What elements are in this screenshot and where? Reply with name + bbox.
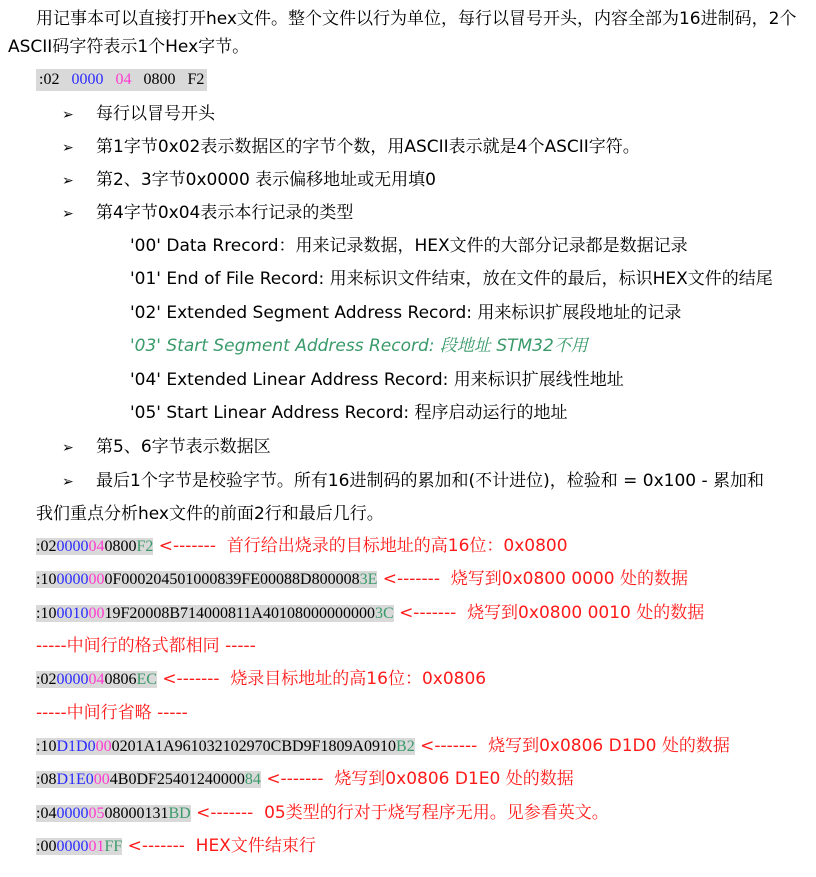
- record-type-01: '01' End of File Record: 用来标识文件结束，放在文件的最后，标识HEX文件的结尾: [130, 269, 773, 289]
- example-data: 0800: [143, 71, 176, 88]
- bullet-arrow-icon: ➢: [62, 173, 74, 189]
- bullet-arrow-icon: ➢: [62, 140, 74, 156]
- hex-record: :020000040800F2: [36, 538, 154, 555]
- hex-record: :10D1D0000201A1A961032102970CBD9F1809A0910B2: [36, 738, 415, 755]
- intro-line-2: ASCII码字符表示1个Hex字节。: [8, 37, 250, 57]
- bullet-arrow-icon: ➢: [62, 206, 74, 222]
- example-record: [36, 69, 207, 91]
- record-type-05: '05' Start Linear Address Record: 程序启动运行的地址: [130, 403, 568, 423]
- bullet-item: ➢ 最后1个字节是校验字节。所有16进制码的累加和(不计进位)，检验和 = 0x100 - 累加和: [62, 471, 765, 491]
- bullet-arrow-icon: ➢: [62, 440, 74, 456]
- record-type-04: '04' Extended Linear Address Record: 用来标识扩展线性地址: [130, 370, 624, 390]
- hex-record: :100000000F000204501000839FE00088D8000083E: [36, 571, 378, 588]
- bullet-item: ➢ 每行以冒号开头: [62, 104, 215, 124]
- example-colon-count: :02: [39, 71, 60, 88]
- example-checksum: F2: [187, 71, 205, 88]
- example-type: 04: [115, 71, 132, 88]
- hex-line: [36, 735, 730, 758]
- record-type-00: '00' Data Rrecord：用来记录数据，HEX文件的大部分记录都是数据记录: [130, 236, 688, 256]
- hex-annotation: <------- 烧写到0x0806 D1D0 处的数据: [420, 736, 730, 756]
- separator-same-format: -----中间行的格式都相同 -----: [36, 636, 256, 656]
- record-type-02: '02' Extended Segment Address Record: 用来标识扩展段地址的记录: [130, 303, 682, 323]
- separator-omitted: -----中间行省略 -----: [36, 703, 188, 723]
- hex-record: :1000100019F20008B714000811A401080000000003C: [36, 605, 394, 622]
- example-address: 0000: [71, 71, 104, 88]
- bullet-item: ➢ 第4字节0x04表示本行记录的类型: [62, 203, 354, 223]
- hex-annotation: <------- HEX文件结束行: [127, 836, 316, 856]
- hex-record: :00000001FF: [36, 838, 123, 855]
- hex-record: :0400000508000131BD: [36, 805, 191, 822]
- bullet-item: ➢ 第2、3字节0x0000 表示偏移地址或无用填0: [62, 170, 436, 190]
- bullet-item: ➢ 第5、6字节表示数据区: [62, 437, 271, 457]
- hex-annotation: <------- 烧录目标地址的高16位：0x0806: [162, 669, 487, 689]
- hex-annotation: <------- 烧写到0x0800 0000 处的数据: [382, 569, 688, 589]
- hex-line: [36, 835, 316, 858]
- analysis-intro: 我们重点分析hex文件的前面2行和最后几行。: [36, 504, 384, 524]
- hex-record: :020000040806EC: [36, 671, 157, 688]
- hex-annotation: <------- 烧写到0x0800 0010 处的数据: [399, 603, 705, 623]
- hex-annotation: <------- 05类型的行对于烧写程序无用。见参看英文。: [196, 803, 609, 823]
- record-type-03: '03' Start Segment Address Record: 段地址 STM32不用: [130, 336, 588, 356]
- hex-line: [36, 802, 609, 825]
- intro-line-1: 用记事本可以直接打开hex文件。整个文件以行为单位，每行以冒号开头，内容全部为16进制码，2个: [36, 9, 797, 29]
- hex-annotation: <------- 首行给出烧录的目标地址的高16位：0x0800: [158, 536, 568, 556]
- hex-line: [36, 602, 704, 625]
- bullet-item: ➢ 第1字节0x02表示数据区的字节个数，用ASCII表示就是4个ASCII字符。: [62, 137, 640, 157]
- hex-line: [36, 535, 568, 558]
- bullet-arrow-icon: ➢: [62, 107, 74, 123]
- hex-line: [36, 768, 574, 791]
- hex-record: :08D1E0004B0DF2540124000084: [36, 771, 261, 788]
- bullet-arrow-icon: ➢: [62, 474, 74, 490]
- hex-line: [36, 568, 688, 591]
- hex-line: [36, 668, 486, 691]
- hex-annotation: <------- 烧写到0x0806 D1E0 处的数据: [266, 769, 574, 789]
